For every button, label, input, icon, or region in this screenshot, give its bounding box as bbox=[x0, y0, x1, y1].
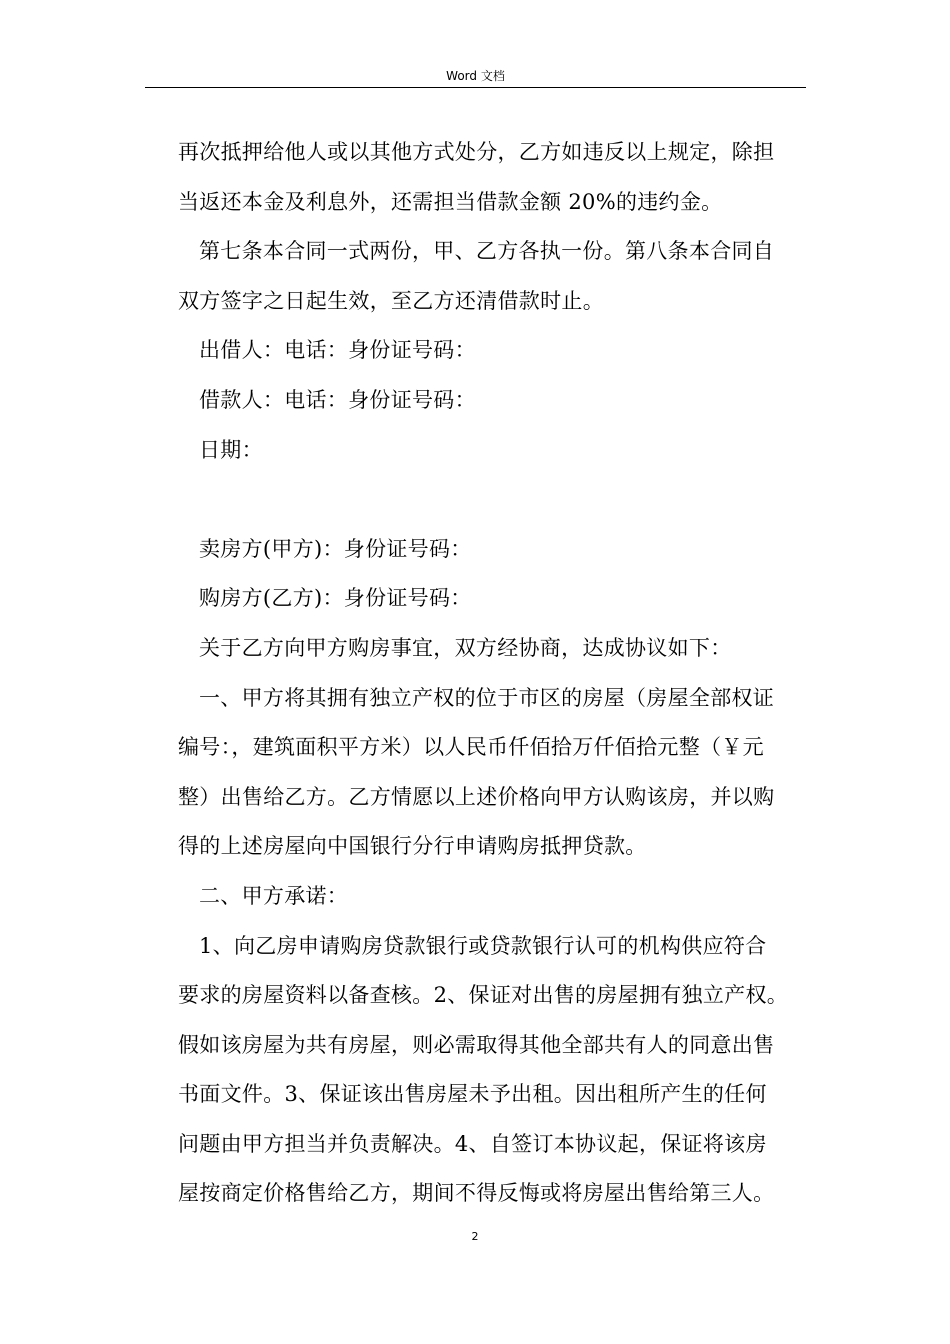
document-body bbox=[178, 128, 805, 1219]
header-divider bbox=[145, 87, 806, 88]
page-header: Word 文档 bbox=[446, 69, 505, 83]
buyer-line: 购房方(乙方)：身份证号码： bbox=[199, 586, 472, 611]
text-line: 要求的房屋资料以备查核。2、保证对出售的房屋拥有独立产权。 bbox=[178, 983, 789, 1008]
text-line: 1、向乙房申请购房贷款银行或贷款银行认可的机构供应符合 bbox=[199, 933, 767, 958]
date-line: 日期： bbox=[199, 437, 263, 462]
section-heading: 二、甲方承诺： bbox=[199, 883, 349, 908]
text-line: 第七条本合同一式两份，甲、乙方各执一份。第八条本合同自 bbox=[199, 239, 775, 264]
blank-line bbox=[178, 475, 805, 525]
text-line: 问题由甲方担当并负责解决。4、自签订本协议起，保证将该房 bbox=[178, 1131, 767, 1156]
text-line: 双方签字之日起生效，至乙方还清借款时止。 bbox=[178, 288, 604, 313]
text-line: 当返还本金及利息外，还需担当借款金额 20%的违约金。 bbox=[178, 189, 723, 214]
text-line: 一、甲方将其拥有独立产权的位于市区的房屋（房屋全部权证 bbox=[199, 685, 775, 710]
text-line: 书面文件。3、保证该出售房屋未予出租。因出租所产生的任何 bbox=[178, 1082, 767, 1107]
borrower-signature-line: 借款人：电话：身份证号码： bbox=[199, 387, 476, 412]
lender-signature-line: 出借人：电话：身份证号码： bbox=[199, 338, 476, 363]
text-line: 整）出售给乙方。乙方情愿以上述价格向甲方认购该房，并以购 bbox=[178, 784, 775, 809]
seller-line: 卖房方(甲方)：身份证号码： bbox=[199, 536, 472, 561]
text-line: 再次抵押给他人或以其他方式处分，乙方如违反以上规定，除担 bbox=[178, 140, 775, 164]
text-line: 关于乙方向甲方购房事宜，双方经协商，达成协议如下： bbox=[199, 635, 732, 660]
text-line: 屋按商定价格售给乙方，期间不得反悔或将房屋出售给第三人。 bbox=[178, 1181, 775, 1206]
text-line: 假如该房屋为共有房屋，则必需取得其他全部共有人的同意出售 bbox=[178, 1032, 775, 1057]
text-line: 编号：，建筑面积平方米）以人民币仟佰拾万仟佰拾元整（￥元 bbox=[178, 735, 764, 760]
page-number: 2 bbox=[471, 1230, 479, 1243]
text-line: 得的上述房屋向中国银行分行申请购房抵押贷款。 bbox=[178, 834, 647, 859]
